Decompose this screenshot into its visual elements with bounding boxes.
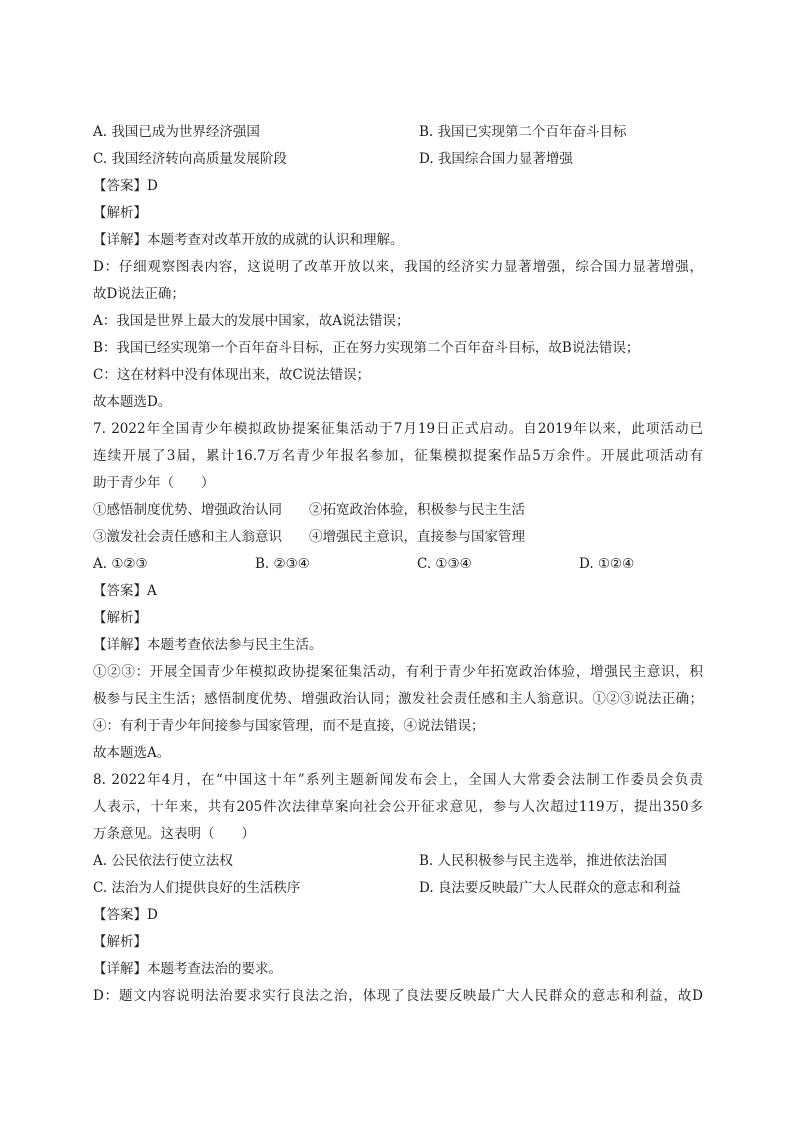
text-line: 【详解】本题考查依法参与民主生活。 <box>93 637 323 653</box>
text-line: B：我国已经实现第一个百年奋斗目标，正在努力实现第二个百年奋斗目标，故B说法错误； <box>93 340 640 356</box>
text-line: 故D说法正确； <box>93 286 185 302</box>
text-line: 8. 2022年4月，在“中国这十年”系列主题新闻发布会上，全国人大常委会法制工作委员会负责 <box>93 772 703 788</box>
text-line: 【详解】本题考查对改革开放的成就的认识和理解。 <box>93 232 404 248</box>
text-line: 极参与民主生活；感悟制度优势、增强政治认同；激发社会责任感和主人翁意识。①②③说法正确； <box>93 691 703 707</box>
option-text: A. 我国已成为世界经济强国 <box>93 124 260 140</box>
text-line: 万条意见。这表明（ ） <box>93 826 255 842</box>
text-line: 【解析】 <box>93 610 147 626</box>
option-row <box>93 146 703 173</box>
option-text: C. ①③④ <box>417 556 472 572</box>
option-text: D. ①②④ <box>579 556 635 572</box>
text-line: D：题文内容说明法治要求实行良法之治，体现了良法要反映最广大人民群众的意志和利益，故D <box>93 988 703 1004</box>
option-text: C. 我国经济转向高质量发展阶段 <box>93 151 287 167</box>
text-line: D：仔细观察图表内容，这说明了改革开放以来，我国的经济实力显著增强，综合国力显著增强， <box>93 259 703 275</box>
option-text: D. 良法要反映最广大人民群众的意志和利益 <box>419 880 681 896</box>
option-text: B. ②③④ <box>255 556 310 572</box>
text-line: C：这在材料中没有体现出来，故C说法错误； <box>93 367 371 383</box>
text-line: 【详解】本题考查法治的要求。 <box>93 961 282 977</box>
text-line: 【解析】 <box>93 934 147 950</box>
text-line: ③激发社会责任感和主人翁意识 ④增强民主意识，直接参与国家管理 <box>93 529 525 545</box>
option-text: B. 人民积极参与民主选举，推进依法治国 <box>419 853 668 869</box>
text-line: A：我国是世界上最大的发展中国家，故A说法错误； <box>93 313 410 329</box>
text-line: 【答案】D <box>93 907 158 923</box>
option-row <box>93 848 703 875</box>
option-text: D. 我国综合国力显著增强 <box>419 151 573 167</box>
text-line: 【解析】 <box>93 205 147 221</box>
text-line: ④：有利于青少年间接参与国家管理，而不是直接，④说法错误； <box>93 718 485 734</box>
text-line: 故本题选D。 <box>93 394 172 410</box>
text-line: 助于青少年（ ） <box>93 475 215 491</box>
text-line: 7. 2022年全国青少年模拟政协提案征集活动于7月19日正式启动。自2019年以来，此项活动已 <box>93 421 703 437</box>
option-text: A. 公民依法行使立法权 <box>93 853 233 869</box>
text-line: ①②③：开展全国青少年模拟政协提案征集活动，有利于青少年拓宽政治体验，增强民主意识，积 <box>93 664 703 680</box>
text-line: 【答案】D <box>93 178 158 194</box>
option-row <box>93 875 703 902</box>
text-line: 故本题选A。 <box>93 745 171 761</box>
option-text: C. 法治为人们提供良好的生活秩序 <box>93 880 301 896</box>
text-line: 人表示，十年来，共有205件次法律草案向社会公开征求意见，参与人次超过119万，提出350多 <box>93 799 703 815</box>
option-row <box>93 119 703 146</box>
option-text: B. 我国已实现第二个百年奋斗目标 <box>419 124 627 140</box>
document-body <box>93 119 703 1010</box>
option-text: A. ①②③ <box>93 556 148 572</box>
text-line: 连续开展了3届，累计16.7万名青少年报名参加，征集模拟提案作品5万余件。开展此项活动有 <box>93 448 703 464</box>
text-line: ①感悟制度优势、增强政治认同 ②拓宽政治体验，积极参与民主生活 <box>93 502 525 518</box>
text-line: 【答案】A <box>93 583 157 599</box>
option-row <box>93 551 703 578</box>
